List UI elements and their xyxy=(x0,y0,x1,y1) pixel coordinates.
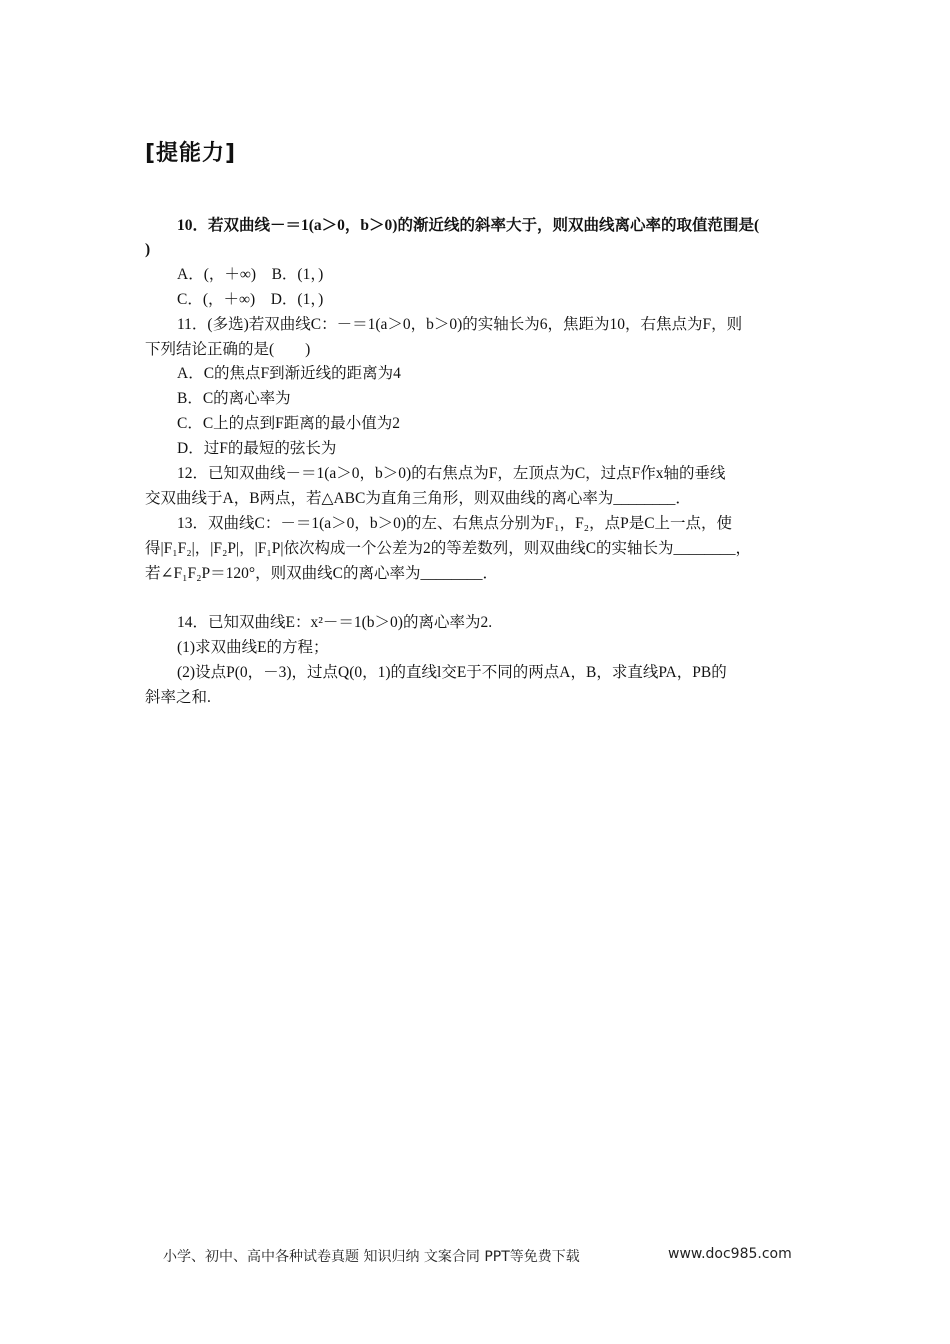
q12-stem-line2: 交双曲线于A，B两点，若△ABC为直角三角形，则双曲线的离心率为________． xyxy=(145,490,691,507)
q14-part1: (1)求双曲线E的方程； xyxy=(177,639,329,656)
q13-stem-line2: 得|F₁F₂|，|F₂P|，|F₁P|依次构成一个公差为2的等差数列，则双曲线C的实轴长为________， xyxy=(145,540,752,557)
footer-website: www.doc985.com xyxy=(668,1246,792,1262)
q12-stem-line1: 12．已知双曲线－＝1(a＞0，b＞0)的右焦点为F，左顶点为C，过点F作x轴的垂线 xyxy=(177,465,726,482)
q14-part2-line1: (2)设点P(0，－3)，过点Q(0，1)的直线l交E于不同的两点A，B，求直线PA，PB的 xyxy=(177,664,727,681)
q11-option-b: B．C的离心率为 xyxy=(177,390,291,407)
footer-text: 小学、初中、高中各种试卷真题 知识归纳 文案合同 PPT等免费下载 xyxy=(163,1249,580,1265)
section-title: [提能力] xyxy=(145,141,237,166)
q10-stem-line2: ) xyxy=(145,241,151,258)
q11-option-a: A．C的焦点F到渐近线的距离为4 xyxy=(177,365,401,382)
q10-options-cd: C．(，＋∞) D．(1，) xyxy=(177,291,324,308)
q14-part2-line2: 斜率之和. xyxy=(145,689,211,706)
q13-stem-line3: 若∠F₁F₂P＝120°，则双曲线C的离心率为________． xyxy=(145,565,498,582)
q11-option-d: D．过F的最短的弦长为 xyxy=(177,440,337,457)
q11-option-c: C．C上的点到F距离的最小值为2 xyxy=(177,415,401,432)
q11-stem-line2: 下列结论正确的是( ) xyxy=(145,341,311,358)
q13-stem-line1: 13．双曲线C：－＝1(a＞0，b＞0)的左、右焦点分别为F₁，F₂，点P是C上一点，使 xyxy=(177,515,733,532)
q14-stem-line1: 14．已知双曲线E：x²－＝1(b＞0)的离心率为2. xyxy=(177,614,493,631)
q11-stem-line1: 11．(多选)若双曲线C：－＝1(a＞0，b＞0)的实轴长为6，焦距为10，右焦点为F，则 xyxy=(177,316,743,333)
q10-stem-line1: 10．若双曲线－＝1(a＞0，b＞0)的渐近线的斜率大于，则双曲线离心率的取值范围是( xyxy=(177,217,760,234)
q10-options-ab: A．(，＋∞) B．(1，) xyxy=(177,266,324,283)
